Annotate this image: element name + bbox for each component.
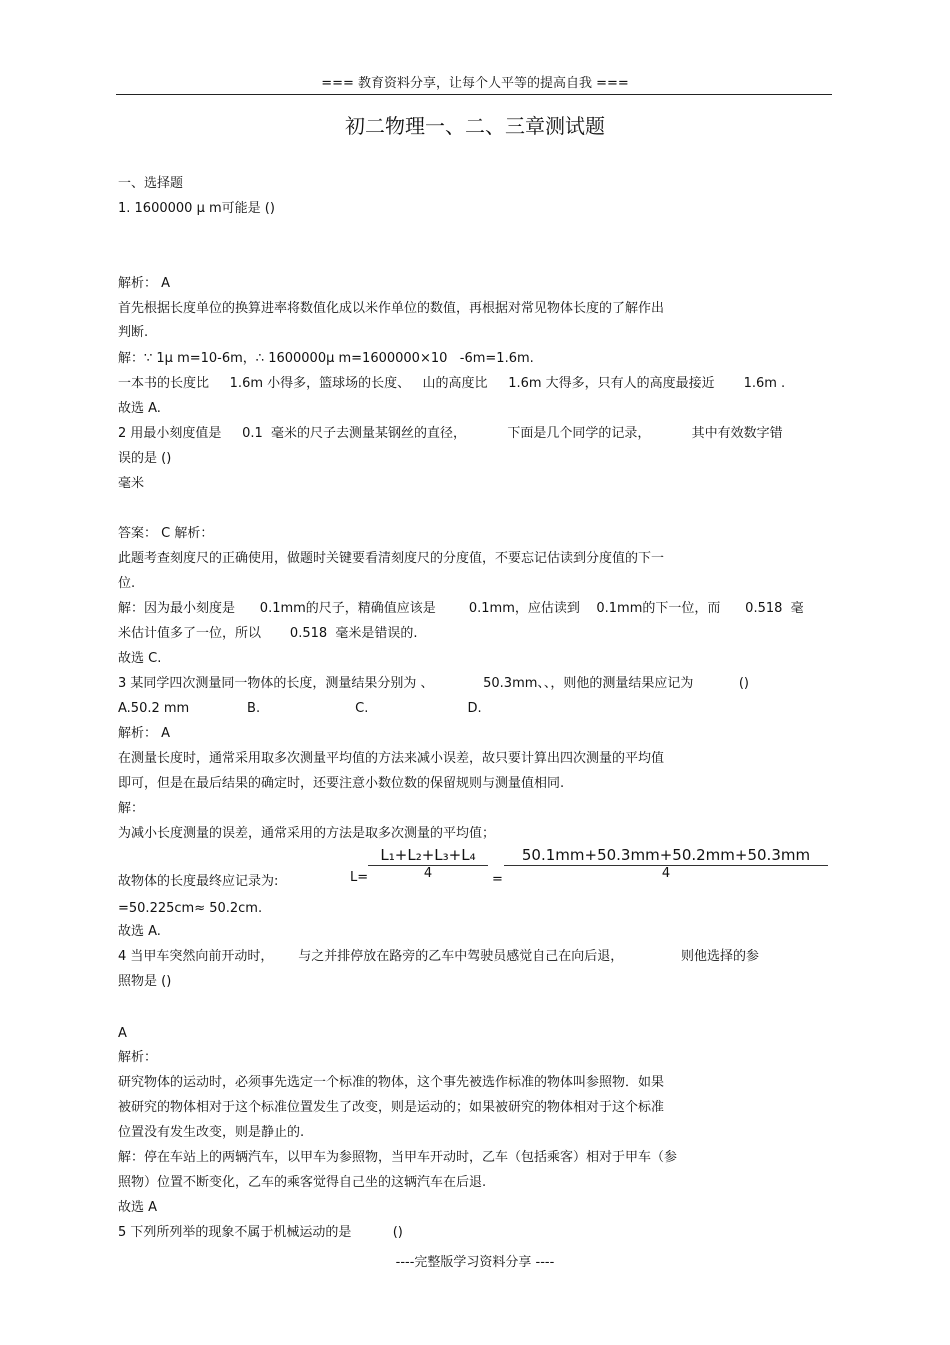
text-line: 2 用最小刻度值是 0.1 毫米的尺子去测量某钢丝的直径， 下面是几个同学的记录， 其中有效数字错 <box>118 426 783 441</box>
text-line: 毫米 <box>118 476 145 491</box>
text-line: 解：因为最小刻度是 0.1mm的尺子，精确值应该是 0.1mm，应估读到 0.1mm的下一位，而 0.518 毫 <box>118 601 804 616</box>
text-line: 解析： <box>118 1050 158 1065</box>
header-rule <box>116 94 832 95</box>
text-line: =50.225cm≈ 50.2cm. <box>118 901 263 916</box>
formula-lead: 故物体的长度最终应记录为: <box>118 874 279 889</box>
text-line: 位. <box>118 576 136 591</box>
text-line: 故选 C. <box>118 651 162 666</box>
text-line: 首先根据长度单位的换算进率将数值化成以米作单位的数值，再根据对常见物体长度的了解作出 <box>118 301 665 316</box>
fraction-symbolic-numerator: L₁+L₂+L₃+L₄ <box>380 846 476 864</box>
text-line: 位置没有发生改变，则是静止的. <box>118 1125 305 1140</box>
text-line: 4 当甲车突然向前开动时， 与之并排停放在路旁的乙车中驾驶员感觉自己在向后退， 则他选择的参 <box>118 949 760 964</box>
fraction-symbolic <box>368 846 488 881</box>
page-header: === 教育资料分享，让每个人平等的提高自我 === <box>321 76 629 91</box>
formula-equals: = <box>492 872 503 887</box>
text-line: 解：停在车站上的两辆汽车，以甲车为参照物，当甲车开动时，乙车（包括乘客）相对于甲车（参 <box>118 1150 678 1165</box>
text-line: 解：∵ 1μ m=10-6m，∴ 1600000μ m=1600000×10 -6m=1.6m. <box>118 351 534 366</box>
text-line: 研究物体的运动时，必须事先选定一个标准的物体，这个事先被选作标准的物体叫参照物．如果 <box>118 1075 665 1090</box>
fraction-numeric-denominator: 4 <box>661 866 671 881</box>
text-line: 答案： C 解析： <box>118 526 214 541</box>
page-footer: ----完整版学习资料分享 ---- <box>395 1255 555 1270</box>
text-line: 故选 A <box>118 1200 158 1215</box>
text-line: 判断. <box>118 325 149 340</box>
text-line: 在测量长度时，通常采用取多次测量平均值的方法来减小误差，故只要计算出四次测量的平均值 <box>118 751 665 766</box>
fraction-symbolic-denominator: 4 <box>423 866 433 881</box>
text-line: 米估计值多了一位，所以 0.518 毫米是错误的. <box>118 626 418 641</box>
text-line: 解析： A <box>118 726 171 741</box>
text-line: 一、选择题 <box>118 176 184 191</box>
average-formula <box>118 846 838 890</box>
text-line: 5 下列所列举的现象不属于机械运动的是 () <box>118 1225 403 1240</box>
text-line: 此题考查刻度尺的正确使用，做题时关键要看清刻度尺的分度值，不要忘记估读到分度值的下一 <box>118 551 665 566</box>
text-line: 一本书的长度比 1.6m 小得多，篮球场的长度、 山的高度比 1.6m 大得多，只有人的高度最接近 1.6m . <box>118 376 786 391</box>
text-line: 故选 A. <box>118 924 161 939</box>
formula-lhs: L= <box>350 870 369 885</box>
text-line: 误的是 () <box>118 451 172 466</box>
text-line: 故选 A. <box>118 401 161 416</box>
text-line: 即可，但是在最后结果的确定时，还要注意小数位数的保留规则与测量值相同. <box>118 776 565 791</box>
text-line: 解析： A <box>118 276 171 291</box>
fraction-numeric-numerator: 50.1mm+50.3mm+50.2mm+50.3mm <box>521 846 811 864</box>
text-line: A <box>118 1026 127 1041</box>
text-line: 1. 1600000 μ m可能是 () <box>118 201 275 216</box>
text-line: 被研究的物体相对于这个标准位置发生了改变，则是运动的；如果被研究的物体相对于这个标准 <box>118 1100 665 1115</box>
text-line: 3 某同学四次测量同一物体的长度，测量结果分别为 、 50.3mm、、，则他的测量结果应记为 () <box>118 676 749 691</box>
page-title: 初二物理一、二、三章测试题 <box>345 114 605 138</box>
text-line: 为减小长度测量的误差，通常采用的方法是取多次测量的平均值； <box>118 826 496 841</box>
text-line: 照物是 () <box>118 974 172 989</box>
text-line: 照物）位置不断变化，乙车的乘客觉得自己坐的这辆汽车在后退. <box>118 1175 487 1190</box>
text-line: A.50.2 mm B. C. D. <box>118 701 482 716</box>
fraction-numeric <box>504 846 828 881</box>
text-line: 解： <box>118 801 145 816</box>
